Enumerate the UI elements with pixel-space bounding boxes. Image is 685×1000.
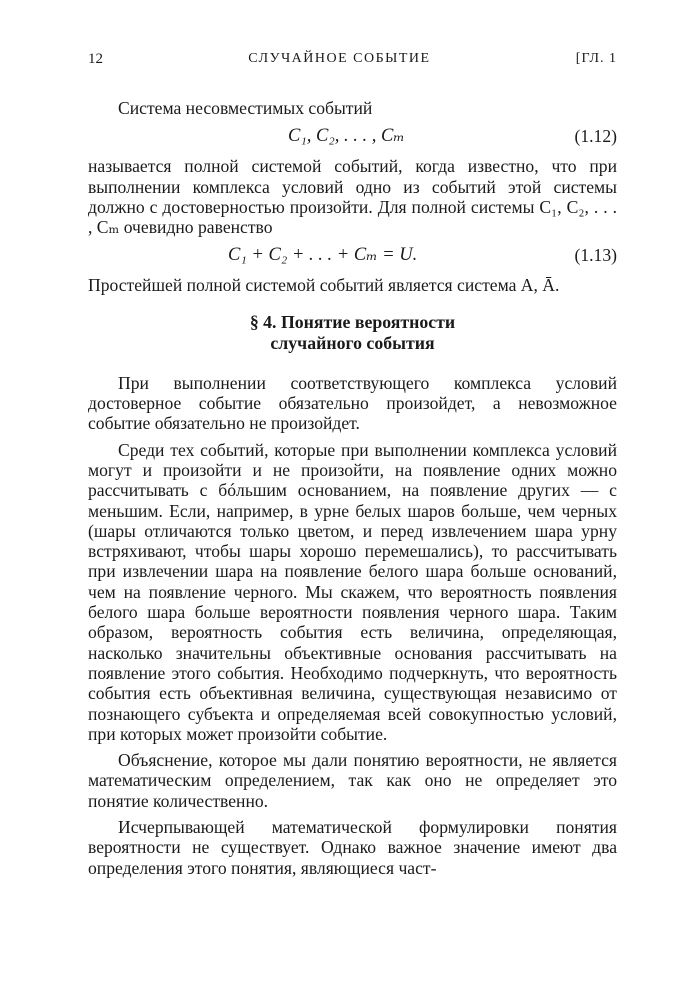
paragraph-simplest-system: Простейшей полной системой событий является система A, Ā. [88,275,560,296]
page-body [88,98,617,878]
paragraph: Среди тех событий, которые при выполнении комплекса условий могут и произойти и не произойти, на появление одних можно рассчитывать с бóльшим основанием, на появление других — с меньшим. Если, например, в урне белых шаров больше, чем черных (шары отличаются только цветом, и перед извлечением шара урну встряхивают, чтобы шары хорошо перемешались), то рассчитывать при извлечении шара на появление белого шара больше оснований, чем на появление черного. Мы скажем, что вероятность появления белого шара больше вероятности появления черного шара. Таким образом, вероятность события есть величина, определяющая, насколько значительны объективные основания рассчитывать на появление этого события. Необходимо подчеркнуть, что вероятность события есть объективная величина, существующая независимо от познающего субъекта и определяемая всей совокупностью условий, при которых может произойти событие. [88,439,617,744]
running-header [88,48,617,70]
page-number: 12 [88,50,103,67]
paragraph-complete-system: называется полной системой событий, когда известно, что при выполнении комплекса условий одно из событий этой системы должно с достоверностью произойти. Для полной системы C₁, C₂, . . . , Cₘ очевидно равенство [88,156,617,238]
equation-number: (1.12) [574,126,617,147]
paragraph: Объяснение, которое мы дали понятию вероятности, не является математическим определением, так как оно не определяет это понятие количественно. [88,750,617,811]
equation-expression: C₁, C₂, . . . , Cₘ [288,126,405,147]
section-heading [88,312,617,354]
section-heading-line: § 4. Понятие вероятности [249,311,456,332]
equation-1-12 [88,126,617,150]
paragraph: При выполнении соответствующего комплекса условий достоверное событие обязательно произойдет, а невозможное событие обязательно не произойдет. [88,372,617,434]
section-heading-line: случайного события [270,332,435,353]
equation-expression: C₁ + C₂ + . . . + Cₘ = U. [228,245,418,266]
intro-line: Система несовместимых событий [118,98,373,118]
equation-1-13 [88,245,617,269]
chapter-label: [ГЛ. 1 [575,51,617,66]
paragraph: Исчерпывающей математической формулировки понятия вероятности не существует. Однако важное значение имеют два определения этого понятия, являющиеся част- [88,817,617,878]
running-title: СЛУЧАЙНОЕ СОБЫТИЕ [248,51,431,66]
equation-number: (1.13) [574,245,617,266]
